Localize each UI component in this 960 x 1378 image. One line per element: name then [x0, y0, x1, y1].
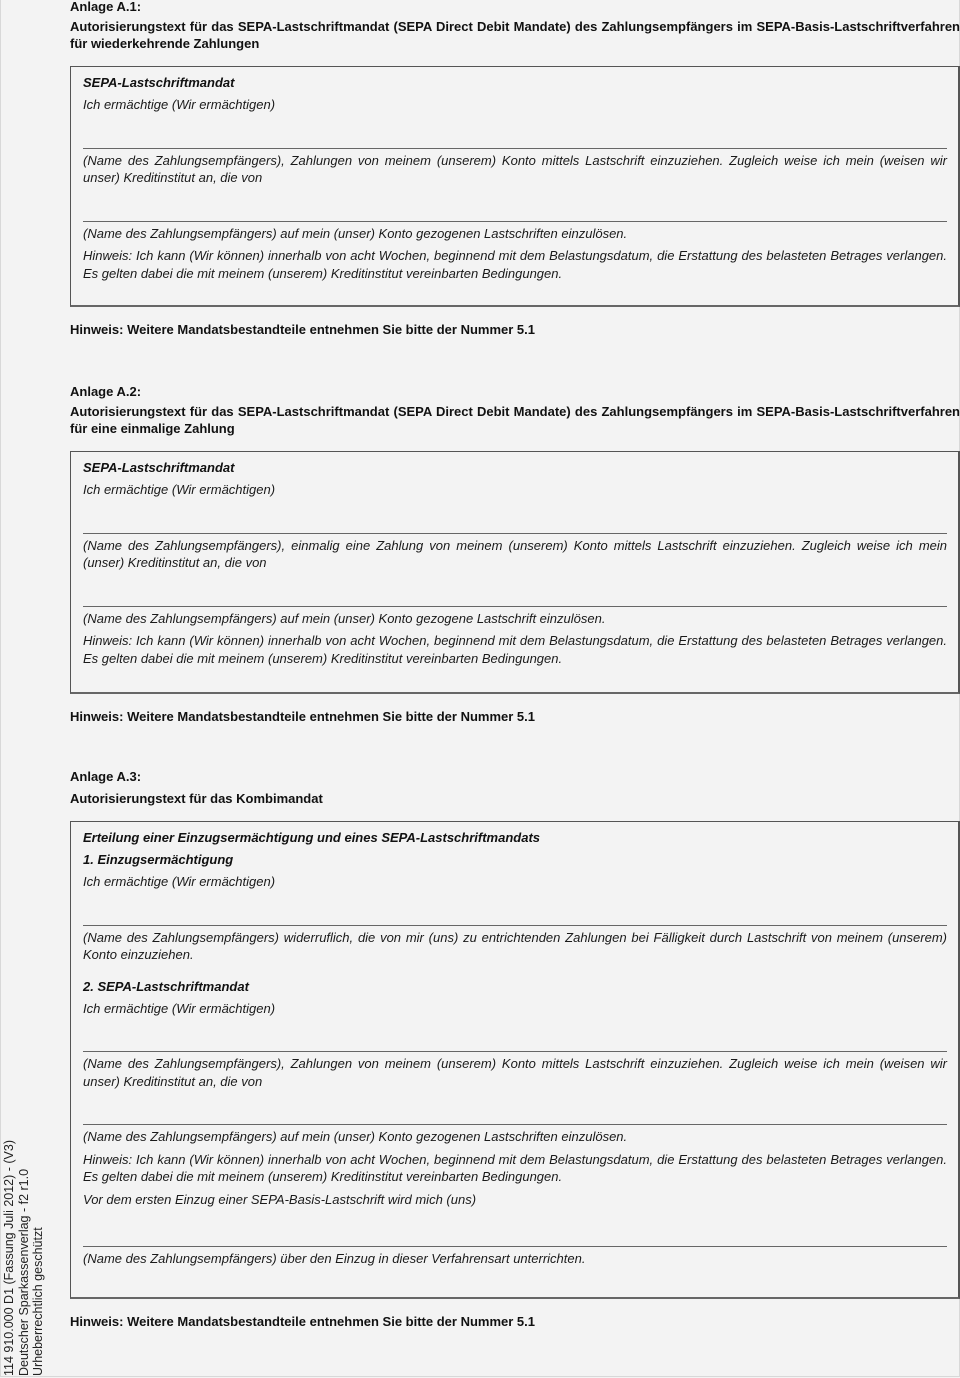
box-heading: SEPA-Lastschriftmandat [83, 75, 235, 90]
authorization-line: Ich ermächtige (Wir ermächtigen) [83, 874, 276, 889]
section-anlage-a2 [70, 383, 960, 725]
pre-notification-text: Vor dem ersten Einzug einer SEPA-Basis-Lastschrift wird mich (uns) [83, 1191, 477, 1207]
kombimandat-box [70, 821, 960, 1299]
anlage-label: Anlage A.1: [70, 0, 142, 14]
mandate-text: (Name des Zahlungsempfängers) auf mein (unser) Konto gezogene Lastschrift einzulösen. [83, 610, 606, 626]
refund-hint: Hinweis: Ich kann (Wir können) innerhalb von acht Wochen, beginnend mit dem Belastungsdatum, die Erstattung des belasteten Betrages verlangen. Es gelten dabei die mit meinem (unserem) Kreditinstitut vereinbarten Bedingungen. [83, 248, 947, 281]
payee-name-fill-line[interactable] [83, 1124, 947, 1125]
refund-hint: Hinweis: Ich kann (Wir können) innerhalb von acht Wochen, beginnend mit dem Belastungsdatum, die Erstattung des belasteten Betrages verlangen. Es gelten dabei die mit meinem (unserem) Kreditinstitut vereinbarten Bedingungen. [83, 1151, 947, 1184]
side-note-line-3: Urheberrechtlich geschützt [31, 1227, 45, 1376]
section-note: Hinweis: Weitere Mandatsbestandteile entnehmen Sie bitte der Nummer 5.1 [70, 709, 535, 724]
anlage-label: Anlage A.2: [70, 384, 142, 399]
mandate-box [70, 66, 960, 307]
mandate-text: (Name des Zahlungsempfängers), Zahlungen von meinem (unserem) Konto mittels Lastschrift einzuziehen. Zugleich weise ich mein (weisen wir unser) Kreditinstitut an, die von [83, 1056, 947, 1089]
payee-name-fill-line[interactable] [83, 148, 947, 149]
authorization-line: Ich ermächtige (Wir ermächtigen) [83, 482, 276, 497]
anlage-label: Anlage A.3: [70, 769, 142, 784]
mandate-text: (Name des Zahlungsempfängers), einmalig eine Zahlung von meinem (unserem) Konto mittels Lastschrift einzuziehen. Zugleich weise ich mein (unser) Kreditinstitut an, die von [83, 537, 947, 570]
authorization-line: Ich ermächtige (Wir ermächtigen) [83, 97, 276, 112]
section-title: Autorisierungstext für das SEPA-Lastschriftmandat (SEPA Direct Debit Mandate) des Zahlungsempfängers im SEPA-Basis-Lastschriftverfahren für eine einmalige Zahlung [70, 404, 960, 436]
section-anlage-a3 [70, 768, 960, 1330]
mandate-text: (Name des Zahlungsempfängers) auf mein (unser) Konto gezogenen Lastschriften einzulösen. [83, 1129, 628, 1144]
pre-notification-text: (Name des Zahlungsempfängers) über den Einzug in dieser Verfahrensart unterrichten. [83, 1251, 586, 1266]
part1-heading: 1. Einzugsermächtigung [83, 852, 234, 867]
side-note [2, 1136, 46, 1376]
side-note-line-1: 114 910.000 D1 (Fassung Juli 2012) - (V3) [2, 1139, 16, 1376]
payee-name-fill-line[interactable] [83, 925, 947, 926]
section-title: Autorisierungstext für das Kombimandat [70, 791, 323, 806]
payee-name-fill-line[interactable] [83, 533, 947, 534]
mandate-box [70, 451, 960, 694]
payee-name-fill-line[interactable] [83, 606, 947, 607]
payee-name-fill-line[interactable] [83, 1246, 947, 1247]
authorization-line: Ich ermächtige (Wir ermächtigen) [83, 1000, 276, 1016]
section-anlage-a1 [70, 0, 960, 338]
direct-debit-authorization-text: (Name des Zahlungsempfängers) widerruflich, die von mir (uns) zu entrichtenden Zahlungen bei Fälligkeit durch Lastschrift von meinem (unserem) Konto einzuziehen. [83, 929, 947, 962]
box-heading: SEPA-Lastschriftmandat [83, 460, 235, 475]
side-note-line-2: Deutscher Sparkassenverlag - f2 r1.0 [16, 1168, 31, 1376]
payee-name-fill-line[interactable] [83, 221, 947, 222]
mandate-text: (Name des Zahlungsempfängers), Zahlungen von meinem (unserem) Konto mittels Lastschrift einzuziehen. Zugleich weise ich mein (weisen wir unser) Kreditinstitut an, die von [83, 152, 947, 185]
part2-heading: 2. SEPA-Lastschriftmandat [83, 978, 249, 994]
section-note: Hinweis: Weitere Mandatsbestandteile entnehmen Sie bitte der Nummer 5.1 [70, 1314, 535, 1329]
section-title: Autorisierungstext für das SEPA-Lastschriftmandat (SEPA Direct Debit Mandate) des Zahlungsempfängers im SEPA-Basis-Lastschriftverfahren für wiederkehrende Zahlungen [70, 19, 960, 51]
mandate-text: (Name des Zahlungsempfängers) auf mein (unser) Konto gezogenen Lastschriften einzulösen. [83, 225, 628, 241]
box-heading: Erteilung einer Einzugsermächtigung und eines SEPA-Lastschriftmandats [83, 830, 541, 845]
section-note: Hinweis: Weitere Mandatsbestandteile entnehmen Sie bitte der Nummer 5.1 [70, 322, 535, 337]
refund-hint: Hinweis: Ich kann (Wir können) innerhalb von acht Wochen, beginnend mit dem Belastungsdatum, die Erstattung des belasteten Betrages verlangen. Es gelten dabei die mit meinem (unserem) Kreditinstitut vereinbarten Bedingungen. [83, 633, 947, 666]
payee-name-fill-line[interactable] [83, 1051, 947, 1052]
